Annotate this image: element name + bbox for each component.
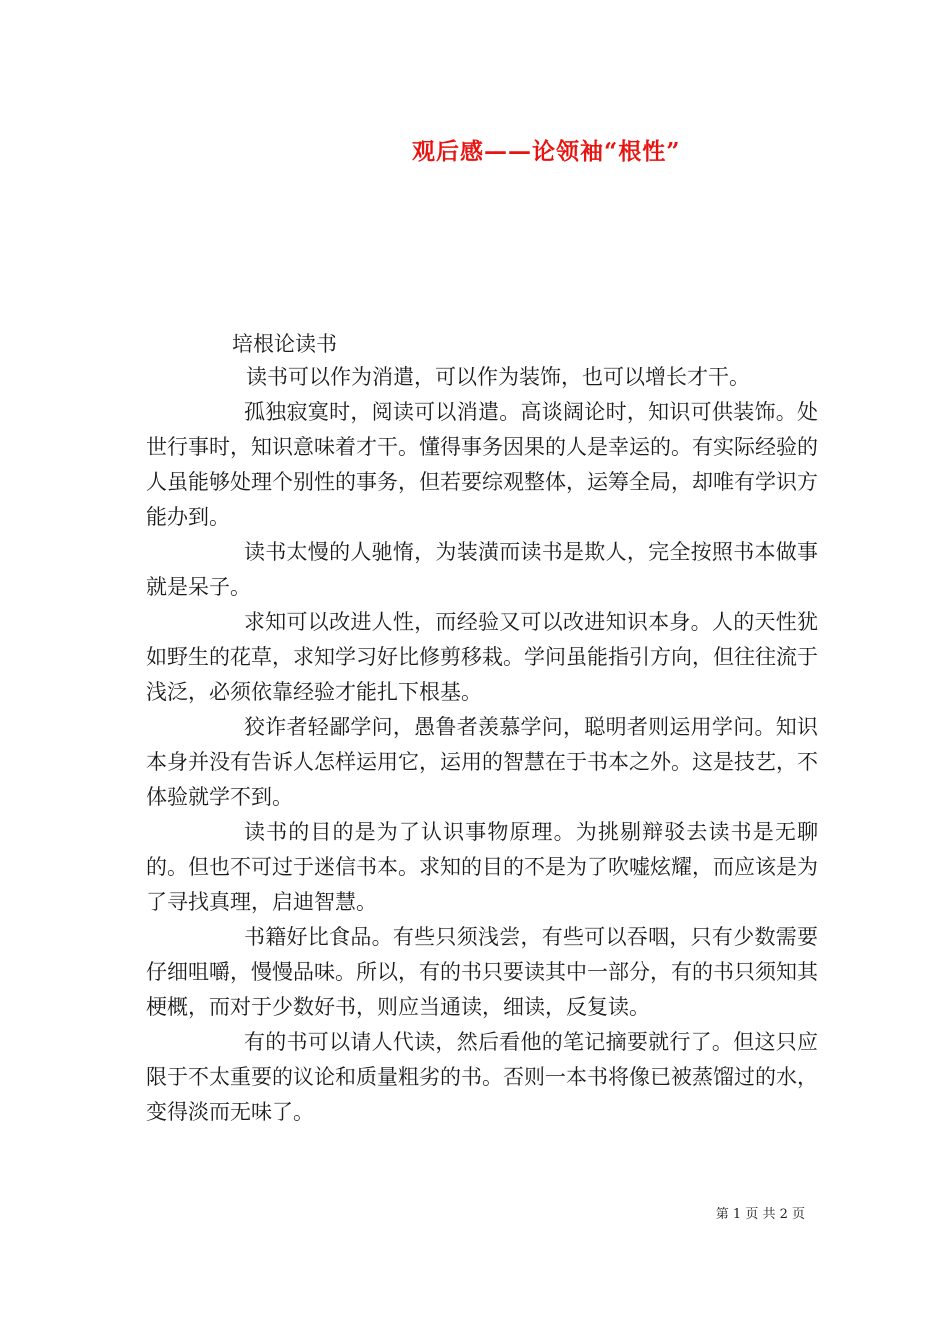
paragraph: 有的书可以请人代读，然后看他的笔记摘要就行了。但这只应限于不太重要的议论和质量粗劣的书。否则一本书将像已被蒸馏过的水，变得淡而无味了。 bbox=[146, 1030, 818, 1124]
paragraph: 读书可以作为消遣，可以作为装饰，也可以增长才干。 bbox=[246, 365, 750, 389]
page-number: 第 1 页 共 2 页 bbox=[715, 1207, 805, 1222]
paragraph: 狡诈者轻鄙学问，愚鲁者羡慕学问，聪明者则运用学问。知识本身并没有告诉人怎样运用它，运用的智慧在于书本之外。这是技艺，不体验就学不到。 bbox=[146, 715, 818, 809]
page-title: 观后感——论领袖“根性” bbox=[412, 138, 681, 165]
body-text bbox=[146, 360, 818, 1130]
paragraph: 书籍好比食品。有些只须浅尝，有些可以吞咽，只有少数需要仔细咀嚼，慢慢品味。所以，有的书只要读其中一部分，有的书只须知其梗概，而对于少数好书，则应当通读，细读，反复读。 bbox=[146, 925, 818, 1019]
paragraph: 孤独寂寞时，阅读可以消遣。高谈阔论时，知识可供装饰。处世行事时，知识意味着才干。懂得事务因果的人是幸运的。有实际经验的人虽能够处理个别性的事务，但若要综观整体，运筹全局，却唯有学识方能办到。 bbox=[146, 400, 818, 529]
paragraph: 读书太慢的人驰惰，为装潢而读书是欺人，完全按照书本做事就是呆子。 bbox=[146, 540, 818, 599]
subtitle: 培根论读书 bbox=[232, 332, 337, 356]
paragraph: 读书的目的是为了认识事物原理。为挑剔辩驳去读书是无聊的。但也不可过于迷信书本。求知的目的不是为了吹嘘炫耀，而应该是为了寻找真理，启迪智慧。 bbox=[146, 820, 818, 914]
paragraph: 求知可以改进人性，而经验又可以改进知识本身。人的天性犹如野生的花草，求知学习好比修剪移栽。学问虽能指引方向，但往往流于浅泛，必须依靠经验才能扎下根基。 bbox=[146, 610, 818, 704]
